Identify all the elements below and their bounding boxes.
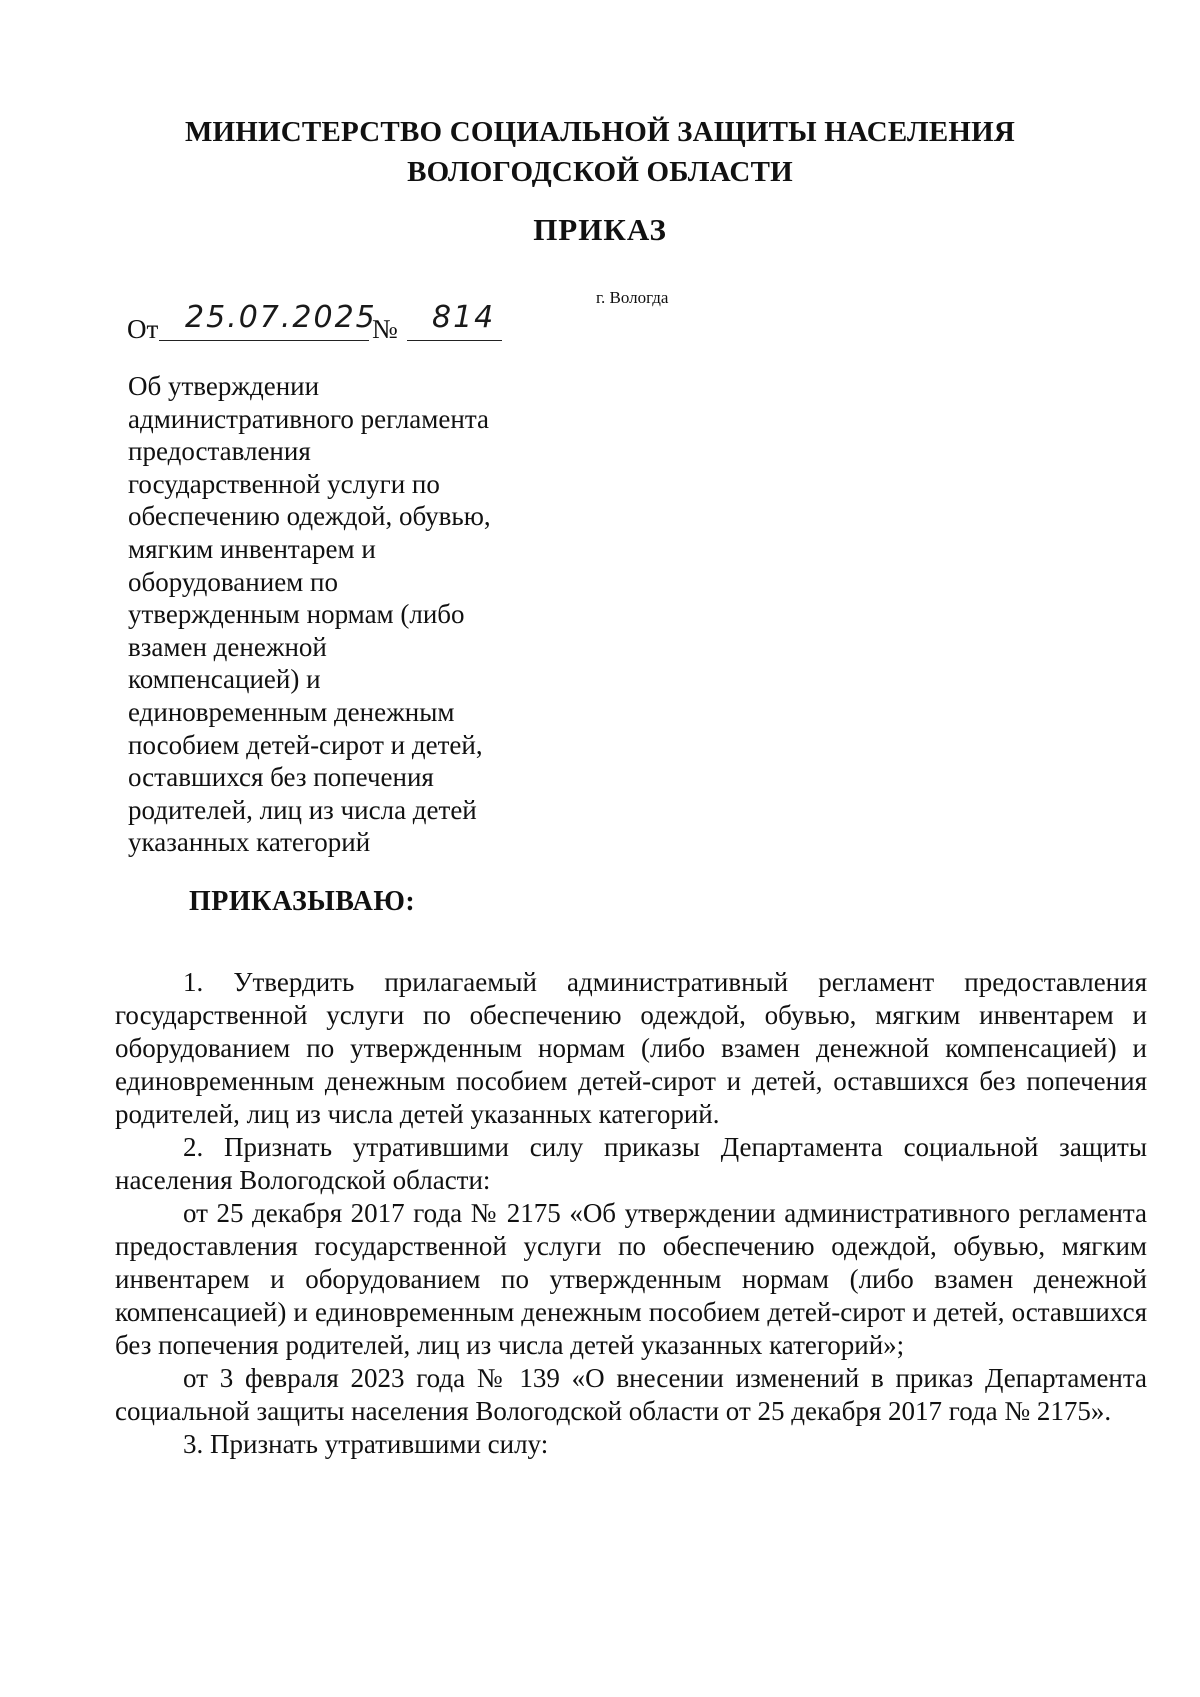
- subject-line: Об утверждении: [128, 371, 320, 401]
- order-subject: [128, 370, 528, 859]
- number-label: №: [372, 314, 398, 344]
- city-label: г. Вологда: [596, 288, 669, 307]
- subject-line: взамен денежной: [128, 631, 327, 662]
- handwritten-date: 25.07.2025: [185, 300, 377, 335]
- date-underline: [159, 340, 369, 341]
- subject-line: утвержденным нормам (либо: [128, 599, 465, 630]
- paragraph-2-item-1: от 25 декабря 2017 года № 2175 «Об утверждении административного регламента предоставления государственной услуги по обеспечению одеждой, обувью, мягким инвентарем и оборудованием по утвержденным нормам (либо взамен денежной компенсацией) и единовременным денежным пособием детей-сирот и детей, оставшихся без попечения родителей, лиц из числа детей указанных категорий»;: [115, 1198, 1147, 1360]
- subject-line: компенсацией) и: [128, 664, 321, 695]
- document-type-title: ПРИКАЗ: [533, 212, 667, 247]
- paragraph-2: 2. Признать утратившими силу приказы Департамента социальной защиты населения Вологодской области:: [115, 1132, 1147, 1195]
- subject-line: единовременным денежным: [128, 696, 455, 727]
- date-number-line: [127, 300, 507, 350]
- paragraph-1: 1. Утвердить прилагаемый административный регламент предоставления государственной услуги по обеспечению одеждой, обувью, мягким инвентарем и оборудованием по утвержденным нормам (либо взамен денежной компенсацией) и единовременным денежным пособием детей-сирот и детей, оставшихся без попечения родителей, лиц из числа детей указанных категорий.: [115, 967, 1147, 1129]
- subject-line: мягким инвентарем и: [128, 533, 376, 564]
- subject-line: родителей, лиц из числа детей: [128, 794, 477, 825]
- subject-line: указанных категорий: [128, 827, 371, 858]
- ministry-line-1: МИНИСТЕРСТВО СОЦИАЛЬНОЙ ЗАЩИТЫ НАСЕЛЕНИЯ: [184, 116, 1016, 148]
- subject-line: государственной услуги по: [128, 468, 440, 499]
- paragraph-3: 3. Признать утратившими силу:: [183, 1429, 549, 1459]
- order-body: [115, 966, 1147, 1461]
- subject-line: оставшихся без попечения: [128, 762, 434, 793]
- subject-line: обеспечению одеждой, обувью,: [128, 501, 491, 532]
- paragraph-2-item-2: от 3 февраля 2023 года № 139 «О внесении изменений в приказ Департамента социальной защиты населения Вологодской области от 25 декабря 2017 года № 2175».: [115, 1363, 1147, 1426]
- subject-line: оборудованием по: [128, 566, 338, 597]
- number-underline: [407, 340, 502, 341]
- subject-line: административного регламента: [128, 403, 489, 434]
- handwritten-number: 814: [432, 300, 496, 335]
- from-label: От: [127, 314, 159, 344]
- ministry-line-2: ВОЛОГОДСКОЙ ОБЛАСТИ: [407, 156, 793, 188]
- order-directive-heading: ПРИКАЗЫВАЮ:: [189, 886, 416, 917]
- ministry-header: [180, 112, 1020, 192]
- subject-line: предоставления: [128, 436, 311, 467]
- subject-line: пособием детей-сирот и детей,: [128, 729, 483, 760]
